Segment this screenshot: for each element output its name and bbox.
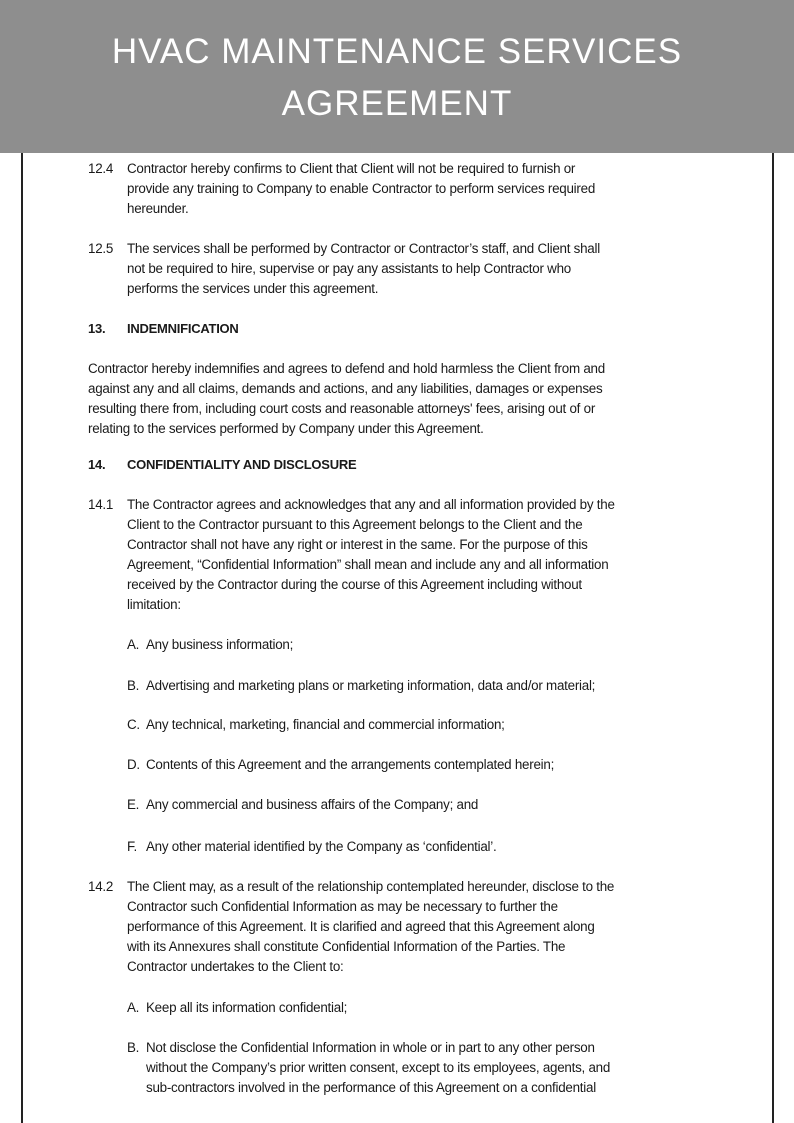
clause-12-4	[0, 159, 595, 219]
clause-text: Contractor shall not have any right or interest in the same. For the purpose of this	[127, 537, 588, 552]
list-text: sub-contractors involved in the performance of this Agreement on a confidential	[146, 1080, 596, 1095]
list-item-a	[127, 635, 294, 655]
clause-text: with its Annexures shall constitute Confidential Information of the Parties. The	[127, 939, 566, 954]
document-title-line-1: HVAC MAINTENANCE SERVICES	[111, 32, 683, 71]
list-letter: E.	[127, 797, 140, 812]
section-13-body	[88, 359, 605, 439]
section-title: INDEMNIFICATION	[127, 321, 239, 336]
section-number: 14.	[88, 457, 106, 472]
clause-text: Contractor hereby confirms to Client that Client will not be required to furnish or	[127, 161, 576, 176]
clause-text: Contractor undertakes to the Client to:	[127, 959, 344, 974]
list-letter: A.	[127, 1000, 140, 1015]
clause-text: limitation:	[127, 597, 181, 612]
clause-14-1	[0, 495, 615, 615]
clause-text: Client to the Contractor pursuant to this Agreement belongs to the Client and the	[127, 517, 583, 532]
section-title: CONFIDENTIALITY AND DISCLOSURE	[127, 457, 357, 472]
paragraph-line: Contractor hereby indemnifies and agrees to defend and hold harmless the Client from and	[88, 361, 605, 376]
list-letter: D.	[127, 757, 140, 772]
list-text: Not disclose the Confidential Information in whole or in part to any other person	[146, 1040, 595, 1055]
paragraph-line: against any and all claims, demands and actions, and any liabilities, damages or expenses	[88, 381, 603, 396]
list-letter: B.	[127, 678, 140, 693]
clause-text: The Client may, as a result of the relationship contemplated hereunder, disclose to the	[127, 879, 615, 894]
list-item-b	[127, 1038, 610, 1098]
clause-text: not be required to hire, supervise or pay any assistants to help Contractor who	[127, 261, 571, 276]
clause-text: Contractor such Confidential Information as may be necessary to further the	[127, 899, 558, 914]
clause-text: received by the Contractor during the course of this Agreement including without	[127, 577, 582, 592]
list-letter: C.	[127, 717, 140, 732]
clause-text: performance of this Agreement. It is clarified and agreed that this Agreement along	[127, 919, 595, 934]
list-text: Keep all its information confidential;	[146, 1000, 348, 1015]
clause-12-5	[0, 239, 600, 299]
list-letter: B.	[127, 1040, 140, 1055]
clause-number: 14.1	[88, 497, 114, 512]
clause-text: Agreement, “Confidential Information” shall mean and include any and all information	[127, 557, 609, 572]
clause-text: performs the services under this agreement.	[127, 281, 379, 296]
list-text: Advertising and marketing plans or marketing information, data and/or material;	[146, 678, 596, 693]
title-banner	[0, 0, 794, 153]
clause-text: The Contractor agrees and acknowledges that any and all information provided by the	[127, 497, 615, 512]
list-item-a	[127, 998, 348, 1018]
document-title-line-2: AGREEMENT	[281, 84, 513, 123]
section-number: 13.	[88, 321, 106, 336]
clause-text: hereunder.	[127, 201, 189, 216]
list-text: Contents of this Agreement and the arrangements contemplated herein;	[146, 757, 555, 772]
list-text: Any technical, marketing, financial and commercial information;	[146, 717, 505, 732]
clause-14-2	[0, 877, 614, 977]
list-item-c	[127, 715, 505, 735]
clause-number: 14.2	[88, 879, 114, 894]
page-border-right	[772, 153, 774, 1123]
paragraph-line: resulting there from, including court costs and reasonable attorneys' fees, arising out of or	[88, 401, 596, 416]
list-item-e	[127, 795, 479, 815]
list-text: Any other material identified by the Company as ‘confidential’.	[146, 839, 497, 854]
list-item-f	[127, 837, 497, 857]
list-text: without the Company’s prior written consent, except to its employees, agents, and	[146, 1060, 611, 1075]
list-text: Any commercial and business affairs of the Company; and	[146, 797, 479, 812]
list-letter: F.	[127, 839, 137, 854]
clause-number: 12.4	[88, 161, 114, 176]
clause-text: provide any training to Company to enable Contractor to perform services required	[127, 181, 596, 196]
clause-number: 12.5	[88, 241, 114, 256]
list-item-b	[127, 676, 596, 696]
clause-text: The services shall be performed by Contractor or Contractor’s staff, and Client shall	[127, 241, 600, 256]
list-letter: A.	[127, 637, 140, 652]
list-item-d	[127, 755, 555, 775]
paragraph-line: relating to the services performed by Company under this Agreement.	[88, 421, 484, 436]
list-text: Any business information;	[146, 637, 294, 652]
